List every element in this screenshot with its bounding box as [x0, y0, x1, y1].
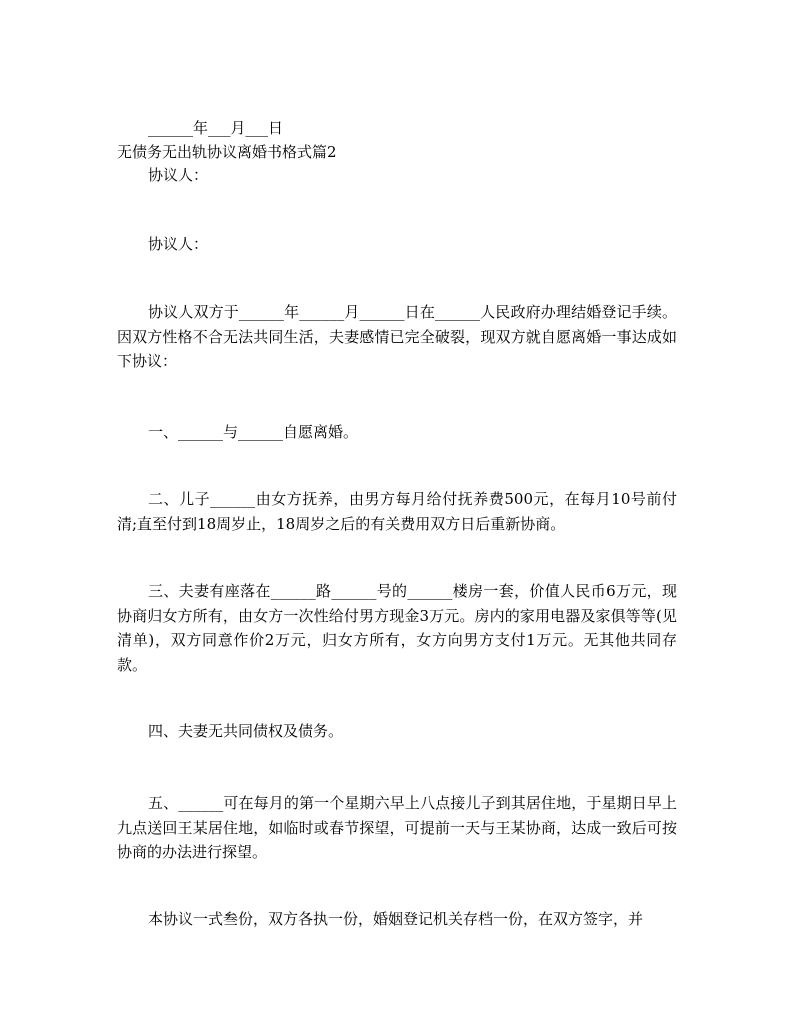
date-line: ______年___月___日	[148, 119, 284, 137]
party-label-second: 协议人：	[148, 235, 209, 253]
clause-4-paragraph: 四、夫妻无共同债权及债务。	[148, 722, 344, 740]
section-title: 无债务无出轨协议离婚书格式篇2	[117, 143, 337, 161]
closing-paragraph: 本协议一式叁份，双方各执一份，婚姻登记机关存档一份，在双方签字，并	[148, 910, 644, 928]
party-label-first: 协议人：	[148, 166, 209, 184]
clause-2-paragraph: 二、儿子______由女方抚养，由男方每月给付抚养费500元，在每月10号前付清;直至付到18周岁止，18周岁之后的有关费用双方日后重新协商。	[117, 490, 677, 533]
intro-paragraph: 协议人双方于______年______月______日在______人民政府办理结婚登记手续。因双方性格不合无法共同生活，夫妻感情已完全破裂，现双方就自愿离婚一事达成如下协议：	[117, 303, 677, 370]
clause-1-paragraph: 一、______与______自愿离婚。	[148, 423, 359, 441]
clause-3-paragraph: 三、夫妻有座落在______路______号的______楼房一套，价值人民币6万元，现协商归女方所有，由女方一次性给付男方现金3万元。房内的家用电器及家俱等等(见清单)，双方同意作价2万元，归女方所有，女方向男方支付1万元。无其他共同存款。	[117, 582, 677, 674]
clause-5-paragraph: 五、______可在每月的第一个星期六早上八点接儿子到其居住地，于星期日早上九点送回王某居住地，如临时或春节探望，可提前一天与王某协商，达成一致后可按协商的办法进行探望。	[117, 794, 677, 861]
